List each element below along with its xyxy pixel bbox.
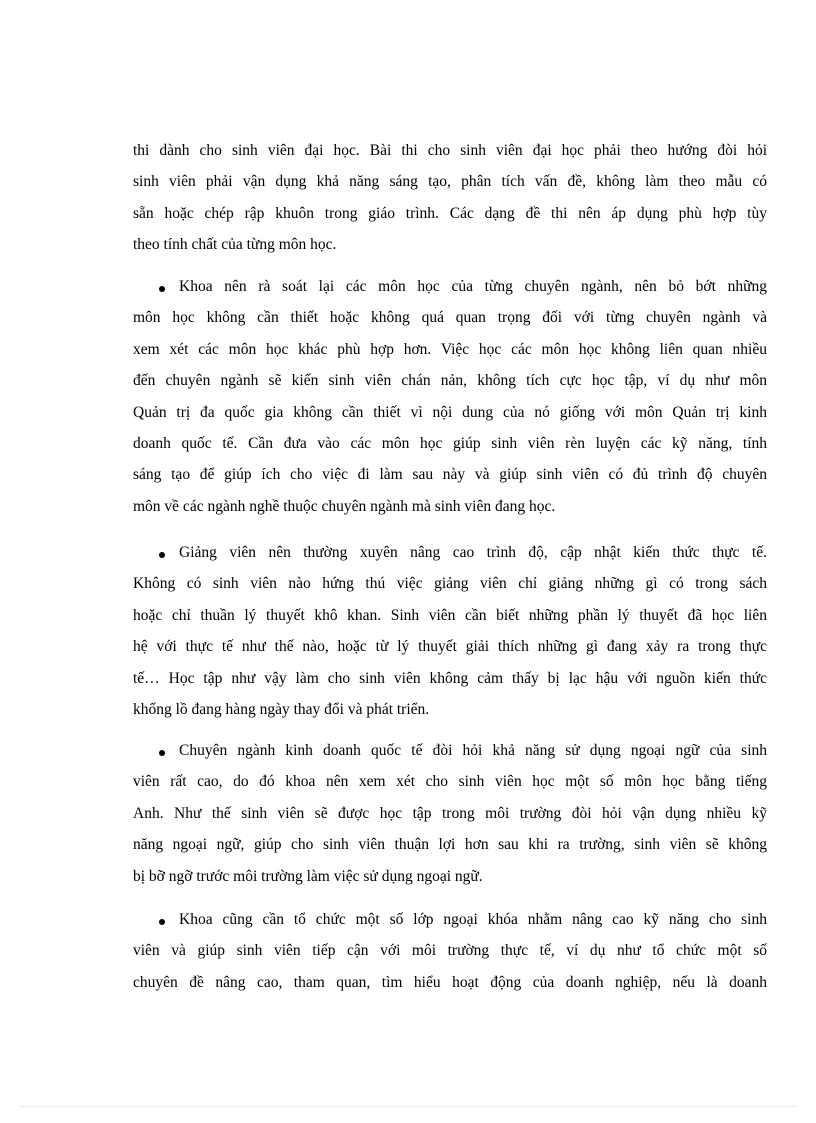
text-line: xem xét các môn học khác phù hợp hơn. Việc học các môn học không liên quan nhiều <box>133 340 767 358</box>
text-line: sinh viên phải vận dụng khả năng sáng tạo, phân tích vấn đề, không làm theo mẫu có <box>133 173 767 191</box>
text-line: đến chuyên ngành sẽ kiến sinh viên chán nản, không tích cực học tập, ví dụ như môn <box>133 372 767 390</box>
text-line: viên rất cao, do đó khoa nên xem xét cho sinh viên học một số môn học bằng tiếng <box>133 773 767 791</box>
text-line: Giảng viên nên thường xuyên nâng cao trình độ, cập nhật kiến thức thực tế. <box>179 544 767 561</box>
text-line: hệ với thực tế như thế nào, hoặc từ lý thuyết giải thích những gì đang xảy ra trong thực <box>133 638 767 656</box>
text-line: bị bỡ ngỡ trước môi trường làm việc sử dụng ngoại ngữ. <box>133 867 483 885</box>
page-bottom-divider <box>20 1106 796 1107</box>
text-line: môn học không cần thiết hoặc không quá quan trọng đối với từng chuyên ngành và <box>133 309 767 327</box>
text-line: sẵn hoặc chép rập khuôn trong giáo trình. Các dạng đề thi nên áp dụng phù hợp tùy <box>133 204 767 222</box>
text-line: theo tính chất của từng môn học. <box>133 236 337 254</box>
text-line: thi dành cho sinh viên đại học. Bài thi cho sinh viên đại học phải theo hướng đòi hỏi <box>133 142 767 159</box>
text-line: doanh quốc tế. Cần đưa vào các môn học giúp sinh viên rèn luyện các kỹ năng, tính <box>133 435 767 452</box>
bullet-icon <box>159 286 165 292</box>
text-line: năng ngoại ngữ, giúp cho sinh viên thuận lợi hơn sau khi ra trường, sinh viên sẽ không <box>133 836 767 854</box>
text-line: Không có sinh viên nào hứng thú việc giảng viên chỉ giảng những gì có trong sách <box>133 575 767 593</box>
bullet-icon <box>159 750 165 756</box>
bullet-icon <box>159 919 165 925</box>
bullet-icon <box>159 552 165 558</box>
text-line: hoặc chỉ thuần lý thuyết khô khan. Sinh viên cần biết những phần lý thuyết đã học liên <box>133 606 767 624</box>
text-line: Khoa nên rà soát lại các môn học của từng chuyên ngành, nên bỏ bớt những <box>179 278 767 295</box>
text-line: Anh. Như thế sinh viên sẽ được học tập trong môi trường đòi hỏi vận dụng nhiều kỹ <box>133 804 767 822</box>
text-line: Quản trị đa quốc gia không cần thiết vì nội dung của nó giống với môn Quản trị kinh <box>133 403 767 421</box>
text-line: Chuyên ngành kinh doanh quốc tế đòi hỏi khả năng sử dụng ngoại ngữ của sinh <box>179 742 767 759</box>
text-line: môn về các ngành nghề thuộc chuyên ngành mà sinh viên đang học. <box>133 497 556 515</box>
text-line: Khoa cũng cần tổ chức một số lớp ngoại khóa nhằm nâng cao kỹ năng cho sinh <box>179 911 767 928</box>
text-line: sáng tạo để giúp ích cho việc đi làm sau này và giúp sinh viên có đủ trình độ chuyên <box>133 466 767 484</box>
text-line: chuyên đề nâng cao, tham quan, tìm hiểu hoạt động của doanh nghiệp, nếu là doanh <box>133 973 767 991</box>
text-line: tế… Học tập như vậy làm cho sinh viên không cảm thấy bị lạc hậu với nguồn kiến thức <box>133 669 767 687</box>
text-line: viên và giúp sinh viên tiếp cận với môi trường thực tế, ví dụ như tổ chức một số <box>133 942 767 960</box>
text-line: khổng lồ đang hàng ngày thay đổi và phát triển. <box>133 701 430 718</box>
